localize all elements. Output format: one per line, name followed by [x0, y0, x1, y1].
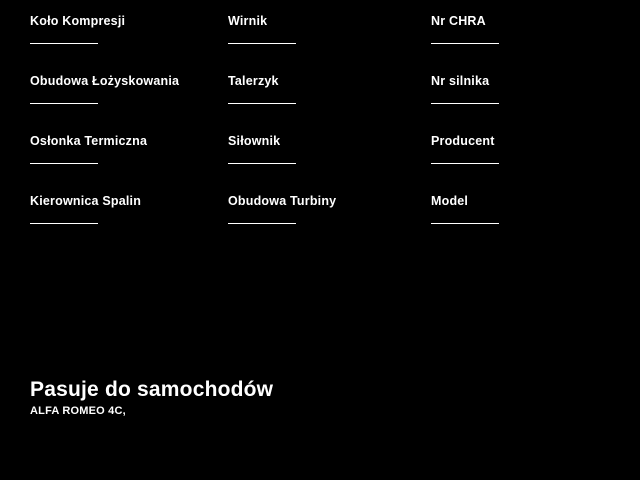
spec-field-wirnik: [200, 14, 400, 74]
spec-row: [0, 134, 640, 194]
spec-field-obudowa-lozyskowania: [0, 74, 200, 134]
spec-field-underline: [228, 43, 296, 44]
spec-field-underline: [30, 43, 98, 44]
spec-field-underline: [431, 223, 499, 224]
spec-field-underline: [431, 163, 499, 164]
spec-field-label: Nr CHRA: [431, 14, 486, 28]
fits-vehicles-title: Pasuje do samochodów: [30, 378, 274, 401]
spec-field-silownik: [200, 134, 400, 194]
fits-vehicles-list: ALFA ROMEO 4C,: [30, 405, 126, 417]
spec-row: [0, 14, 640, 74]
spec-field-label: Wirnik: [228, 14, 268, 28]
spec-field-label: Nr silnika: [431, 74, 490, 88]
spec-field-oslonka-termiczna: [0, 134, 200, 194]
spec-field-underline: [228, 223, 296, 224]
spec-field-underline: [228, 103, 296, 104]
spec-field-kierownica-spalin: [0, 194, 200, 254]
spec-field-underline: [431, 103, 499, 104]
spec-field-label: Obudowa Turbiny: [228, 194, 337, 208]
spec-field-label: Producent: [431, 134, 495, 148]
spec-field-label: Talerzyk: [228, 74, 279, 88]
spec-field-obudowa-turbiny: [200, 194, 400, 254]
spec-field-underline: [30, 163, 98, 164]
spec-field-label: Kierownica Spalin: [30, 194, 142, 208]
spec-field-label: Osłonka Termiczna: [30, 134, 148, 148]
spec-field-underline: [30, 103, 98, 104]
spec-field-talerzyk: [200, 74, 400, 134]
spec-field-producent: [400, 134, 600, 194]
spec-field-kolo-kompresji: [0, 14, 200, 74]
spec-field-nr-chra: [400, 14, 600, 74]
spec-field-label: Koło Kompresji: [30, 14, 126, 28]
fits-vehicles-section: [30, 378, 590, 418]
spec-field-underline: [228, 163, 296, 164]
spec-field-label: Model: [431, 194, 469, 208]
spec-row: [0, 194, 640, 254]
spec-field-label: Obudowa Łożyskowania: [30, 74, 180, 88]
spec-field-underline: [30, 223, 98, 224]
spec-field-label: Siłownik: [228, 134, 281, 148]
spec-field-nr-silnika: [400, 74, 600, 134]
spec-field-underline: [431, 43, 499, 44]
spec-row: [0, 74, 640, 134]
spec-field-model: [400, 194, 600, 254]
